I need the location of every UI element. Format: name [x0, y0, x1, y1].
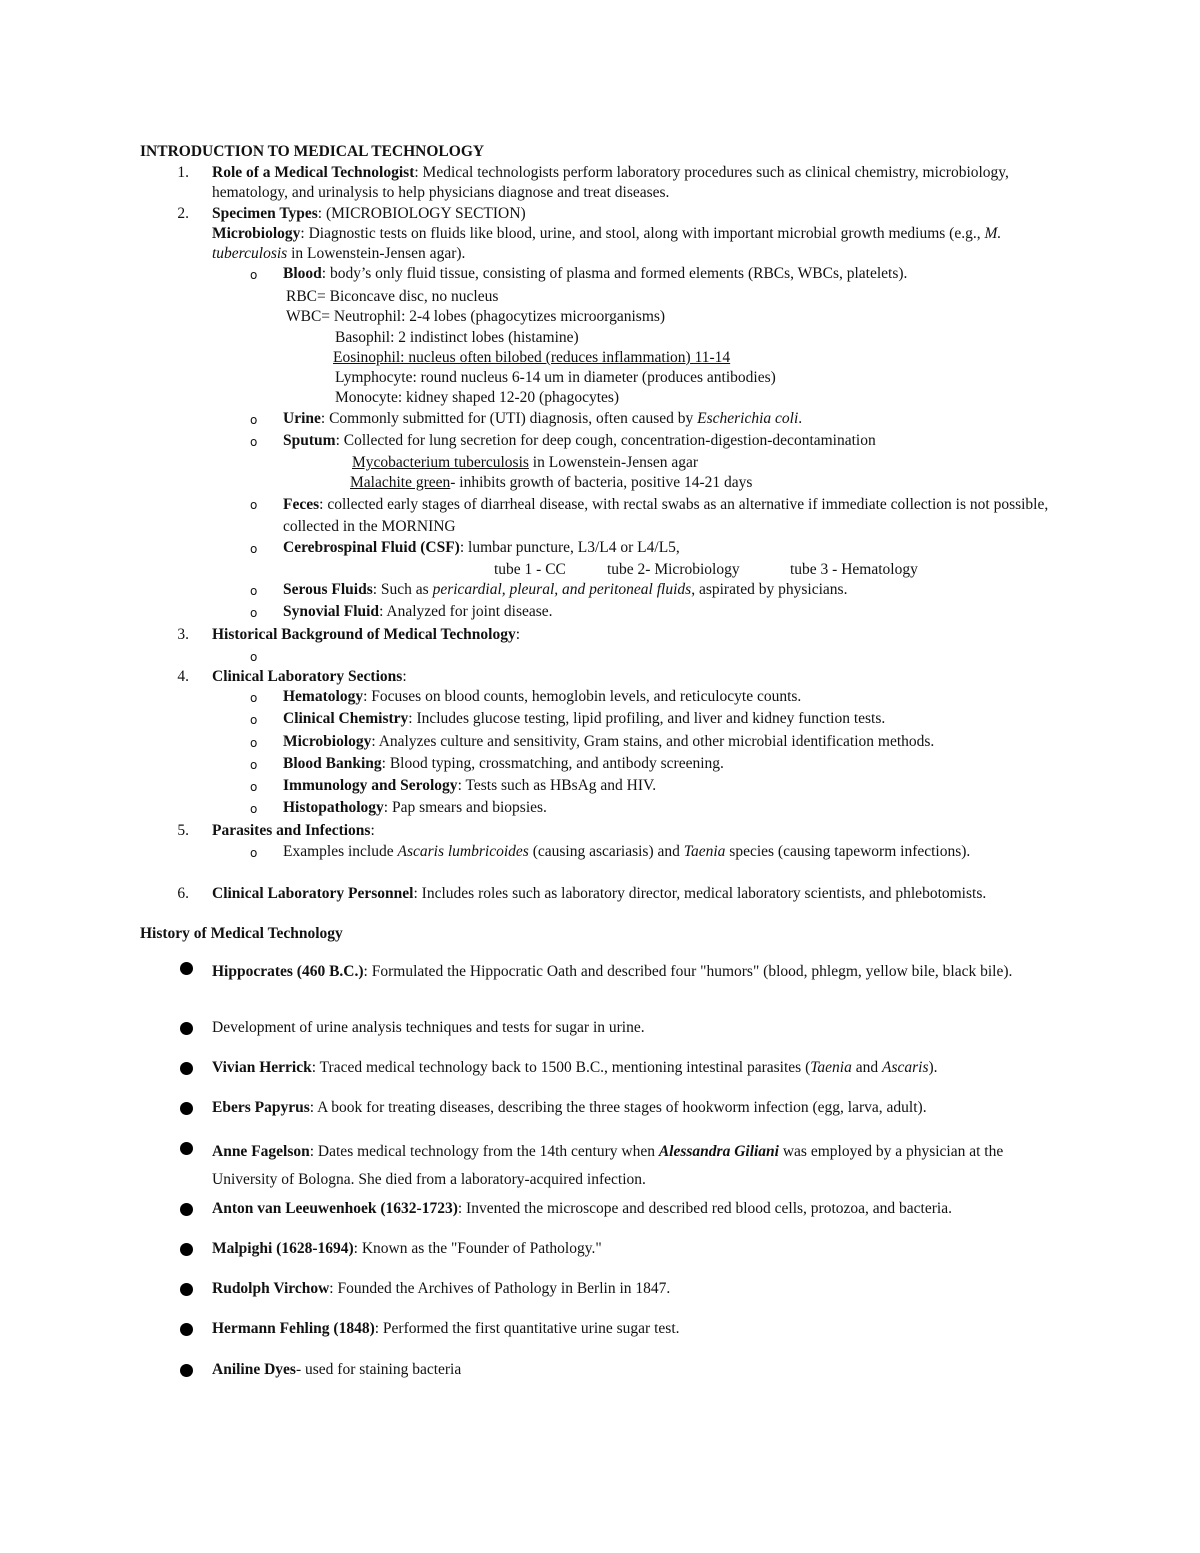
specimen-text: : Analyzed for joint disease.	[379, 603, 553, 620]
history-text: : Dates medical technology from the 14th century when	[309, 1143, 659, 1160]
history-text: - used for staining bacteria	[295, 1361, 462, 1378]
specimen-feces	[283, 494, 1063, 538]
history-italic: Ascaris	[882, 1059, 929, 1076]
csf-tube-2: tube 2- Microbiology	[607, 561, 740, 578]
history-label: Anne Fagelson	[212, 1143, 310, 1160]
lab-section-item	[283, 732, 934, 752]
microbiology-label: Microbiology	[212, 225, 301, 242]
bullet-dot-icon	[180, 1022, 193, 1035]
history-label: Anton van Leeuwenhoek (1632-1723)	[212, 1200, 458, 1217]
specimen-text: : Collected for lung secretion for deep cough, concentration-digestion-decontamination	[335, 432, 876, 449]
circle-bullet-icon: o	[250, 413, 258, 427]
bullet-dot-icon	[180, 1142, 193, 1155]
parasites-italic: Ascaris lumbricoides	[397, 843, 529, 860]
history-text: : Formulated the Hippocratic Oath and described four "humors" (blood, phlegm, yellow bile, black bile).	[363, 963, 1013, 980]
circle-bullet-icon: o	[250, 736, 258, 750]
history-text: : Performed the first quantitative urine sugar test.	[374, 1320, 680, 1337]
history-italic: Taenia	[810, 1059, 852, 1076]
microbiology-italic: M. tuberculosis	[212, 225, 1002, 262]
circle-bullet-icon: o	[250, 498, 258, 512]
monocyte-line: Monocyte: kidney shaped 12-20 (phagocytes)	[335, 389, 620, 406]
lab-section-label: Microbiology	[283, 733, 372, 750]
history-text: : Founded the Archives of Pathology in Berlin in 1847.	[329, 1280, 671, 1297]
lab-section-text: : Tests such as HBsAg and HIV.	[457, 777, 657, 794]
history-label: Malpighi (1628-1694)	[212, 1240, 354, 1257]
csf-tube-1: tube 1 - CC	[494, 561, 566, 578]
microbiology-text: : Diagnostic tests on fluids like blood, urine, and stool, along with important microbial growth mediums (e.g.,	[300, 225, 985, 242]
page-title: INTRODUCTION TO MEDICAL TECHNOLOGY	[140, 143, 485, 160]
bullet-dot-icon	[180, 1062, 193, 1075]
specimen-blood	[283, 264, 907, 284]
specimen-serous	[283, 580, 847, 600]
section-lab-sections	[212, 667, 407, 687]
section-text: : Medical technologists perform laboratory procedures such as clinical chemistry, microbiology, hematology, and urinalysis to help physicians diagnose and treat diseases.	[212, 164, 1009, 201]
circle-bullet-icon: o	[250, 780, 258, 794]
history-item	[212, 1239, 602, 1259]
section-text: :	[402, 668, 407, 685]
lab-section-label: Immunology and Serology	[283, 777, 458, 794]
specimen-label: Synovial Fluid	[283, 603, 380, 620]
bullet-dot-icon	[180, 1364, 193, 1377]
history-text: was employed by a physician at the University of Bologna. She died from a laboratory-acquired infection.	[212, 1143, 1004, 1188]
history-bold-italic: Alessandra Giliani	[658, 1143, 779, 1160]
list-number: 3.	[177, 626, 189, 643]
specimen-text-end: .	[798, 410, 803, 427]
circle-bullet-icon: o	[250, 691, 258, 705]
circle-bullet-icon: o	[250, 846, 258, 860]
lab-section-label: Clinical Chemistry	[283, 710, 409, 727]
bullet-dot-icon	[180, 962, 193, 975]
line-text: - inhibits growth of bacteria, positive 14-21 days	[450, 474, 753, 491]
history-item	[212, 958, 1052, 985]
line-text: in Lowenstein-Jensen agar	[528, 454, 699, 471]
specimen-text: : Commonly submitted for (UTI) diagnosis, often caused by	[320, 410, 698, 427]
rbc-line: RBC= Biconcave disc, no nucleus	[286, 288, 499, 305]
underlined-text: Mycobacterium tuberculosis	[352, 454, 529, 471]
history-label: Rudolph Virchow	[212, 1280, 330, 1297]
history-item: Development of urine analysis techniques and tests for sugar in urine.	[212, 1019, 645, 1036]
section-text: : (MICROBIOLOGY SECTION)	[317, 205, 526, 222]
lab-section-item	[283, 709, 885, 729]
history-label: Hippocrates (460 B.C.)	[212, 963, 364, 980]
history-text: : Traced medical technology back to 1500 B.C., mentioning intestinal parasites (	[311, 1059, 811, 1076]
section-specimen-types	[212, 204, 526, 224]
circle-bullet-icon: o	[250, 268, 258, 282]
lab-section-text: : Analyzes culture and sensitivity, Gram stains, and other microbial identification methods.	[371, 733, 935, 750]
history-text: : A book for treating diseases, describing the three stages of hookworm infection (egg, larva, adult).	[309, 1099, 927, 1116]
list-number: 4.	[177, 668, 189, 685]
history-item	[212, 1098, 927, 1118]
parasites-example	[283, 842, 1003, 862]
microbiology-text-end: in Lowenstein-Jensen agar).	[287, 245, 466, 262]
specimen-synovial	[283, 602, 553, 622]
history-text: ).	[928, 1059, 938, 1076]
specimen-label: Sputum	[283, 432, 336, 449]
specimen-text: : body’s only fluid tissue, consisting of plasma and formed elements (RBCs, WBCs, platelets).	[321, 265, 908, 282]
section-label: Clinical Laboratory Personnel	[212, 885, 414, 902]
wbc-line: WBC= Neutrophil: 2-4 lobes (phagocytizes microorganisms)	[286, 308, 666, 325]
history-text: : Known as the "Founder of Pathology."	[353, 1240, 602, 1257]
specimen-label: Feces	[283, 496, 320, 513]
lab-section-item	[283, 798, 547, 818]
circle-bullet-icon: o	[250, 758, 258, 772]
history-heading: History of Medical Technology	[140, 925, 343, 942]
basophil-line: Basophil: 2 indistinct lobes (histamine)	[335, 329, 579, 346]
history-item	[212, 1199, 952, 1219]
specimen-text-end: , aspirated by physicians.	[691, 581, 848, 598]
section-personnel	[212, 884, 1012, 904]
list-number: 1.	[177, 164, 189, 181]
lab-section-label: Histopathology	[283, 799, 384, 816]
parasites-text: species (causing tapeworm infections).	[725, 843, 971, 860]
history-label: Vivian Herrick	[212, 1059, 312, 1076]
bullet-dot-icon	[180, 1243, 193, 1256]
history-label: Aniline Dyes	[212, 1361, 296, 1378]
circle-bullet-icon: o	[250, 650, 258, 664]
specimen-label: Cerebrospinal Fluid (CSF)	[283, 539, 460, 556]
history-item	[212, 1138, 1032, 1194]
specimen-label: Blood	[283, 265, 322, 282]
section-historical	[212, 625, 520, 645]
specimen-text: : collected early stages of diarrheal disease, with rectal swabs as an alternative if immediate collection is not possible, collected in the MORNING	[283, 496, 1049, 535]
section-role	[212, 163, 1042, 203]
section-label: Specimen Types	[212, 205, 318, 222]
specimen-italic: Escherichia coli	[697, 410, 799, 427]
lab-section-label: Hematology	[283, 688, 364, 705]
lab-section-label: Blood Banking	[283, 755, 382, 772]
parasites-text: (causing ascariasis) and	[528, 843, 684, 860]
specimen-label: Urine	[283, 410, 321, 427]
parasites-italic: Taenia	[683, 843, 726, 860]
section-parasites	[212, 821, 375, 841]
list-number: 5.	[177, 822, 189, 839]
lab-section-item	[283, 754, 724, 774]
specimen-text: : Such as	[372, 581, 433, 598]
history-item	[212, 1319, 680, 1339]
circle-bullet-icon: o	[250, 713, 258, 727]
underlined-text: Malachite green	[350, 474, 451, 491]
section-label: Historical Background of Medical Technology	[212, 626, 516, 643]
microbiology-paragraph	[212, 224, 1062, 264]
malachite-line	[350, 473, 752, 493]
specimen-csf	[283, 538, 680, 558]
bullet-dot-icon	[180, 1203, 193, 1216]
bullet-dot-icon	[180, 1283, 193, 1296]
lab-section-item	[283, 776, 656, 796]
lymphocyte-line: Lymphocyte: round nucleus 6-14 um in diameter (produces antibodies)	[335, 369, 776, 386]
section-text: : Includes roles such as laboratory director, medical laboratory scientists, and phlebotomists.	[413, 885, 987, 902]
lab-section-text: : Pap smears and biopsies.	[383, 799, 547, 816]
circle-bullet-icon: o	[250, 542, 258, 556]
csf-tube-3: tube 3 - Hematology	[790, 561, 918, 578]
circle-bullet-icon: o	[250, 802, 258, 816]
section-label: Parasites and Infections	[212, 822, 371, 839]
parasites-text: Examples include	[283, 843, 398, 860]
history-label: Hermann Fehling (1848)	[212, 1320, 375, 1337]
history-item	[212, 1279, 670, 1299]
section-label: Clinical Laboratory Sections	[212, 668, 403, 685]
specimen-label: Serous Fluids	[283, 581, 373, 598]
list-number: 2.	[177, 205, 189, 222]
history-label: Ebers Papyrus	[212, 1099, 310, 1116]
lab-section-item	[283, 687, 801, 707]
history-item	[212, 1058, 938, 1078]
bullet-dot-icon	[180, 1102, 193, 1115]
list-number: 6.	[177, 885, 189, 902]
section-text: :	[370, 822, 375, 839]
section-label: Role of a Medical Technologist	[212, 164, 415, 181]
circle-bullet-icon: o	[250, 606, 258, 620]
lab-section-text: : Includes glucose testing, lipid profiling, and liver and kidney function tests.	[408, 710, 886, 727]
eosinophil-line: Eosinophil: nucleus often bilobed (reduces inflammation) 11-14	[333, 349, 731, 366]
lab-section-text: : Focuses on blood counts, hemoglobin levels, and reticulocyte counts.	[363, 688, 802, 705]
mycobacterium-line	[352, 453, 698, 473]
specimen-sputum	[283, 431, 876, 451]
specimen-urine	[283, 409, 802, 429]
specimen-italic: pericardial, pleural, and peritoneal fluids	[432, 581, 692, 598]
lab-section-text: : Blood typing, crossmatching, and antibody screening.	[381, 755, 724, 772]
section-text: :	[515, 626, 521, 643]
circle-bullet-icon: o	[250, 435, 258, 449]
specimen-text: : lumbar puncture, L3/L4 or L4/L5,	[459, 539, 680, 556]
circle-bullet-icon: o	[250, 584, 258, 598]
history-text: : Invented the microscope and described red blood cells, protozoa, and bacteria.	[457, 1200, 952, 1217]
history-text: and	[851, 1059, 883, 1076]
bullet-dot-icon	[180, 1323, 193, 1336]
history-item	[212, 1360, 461, 1380]
